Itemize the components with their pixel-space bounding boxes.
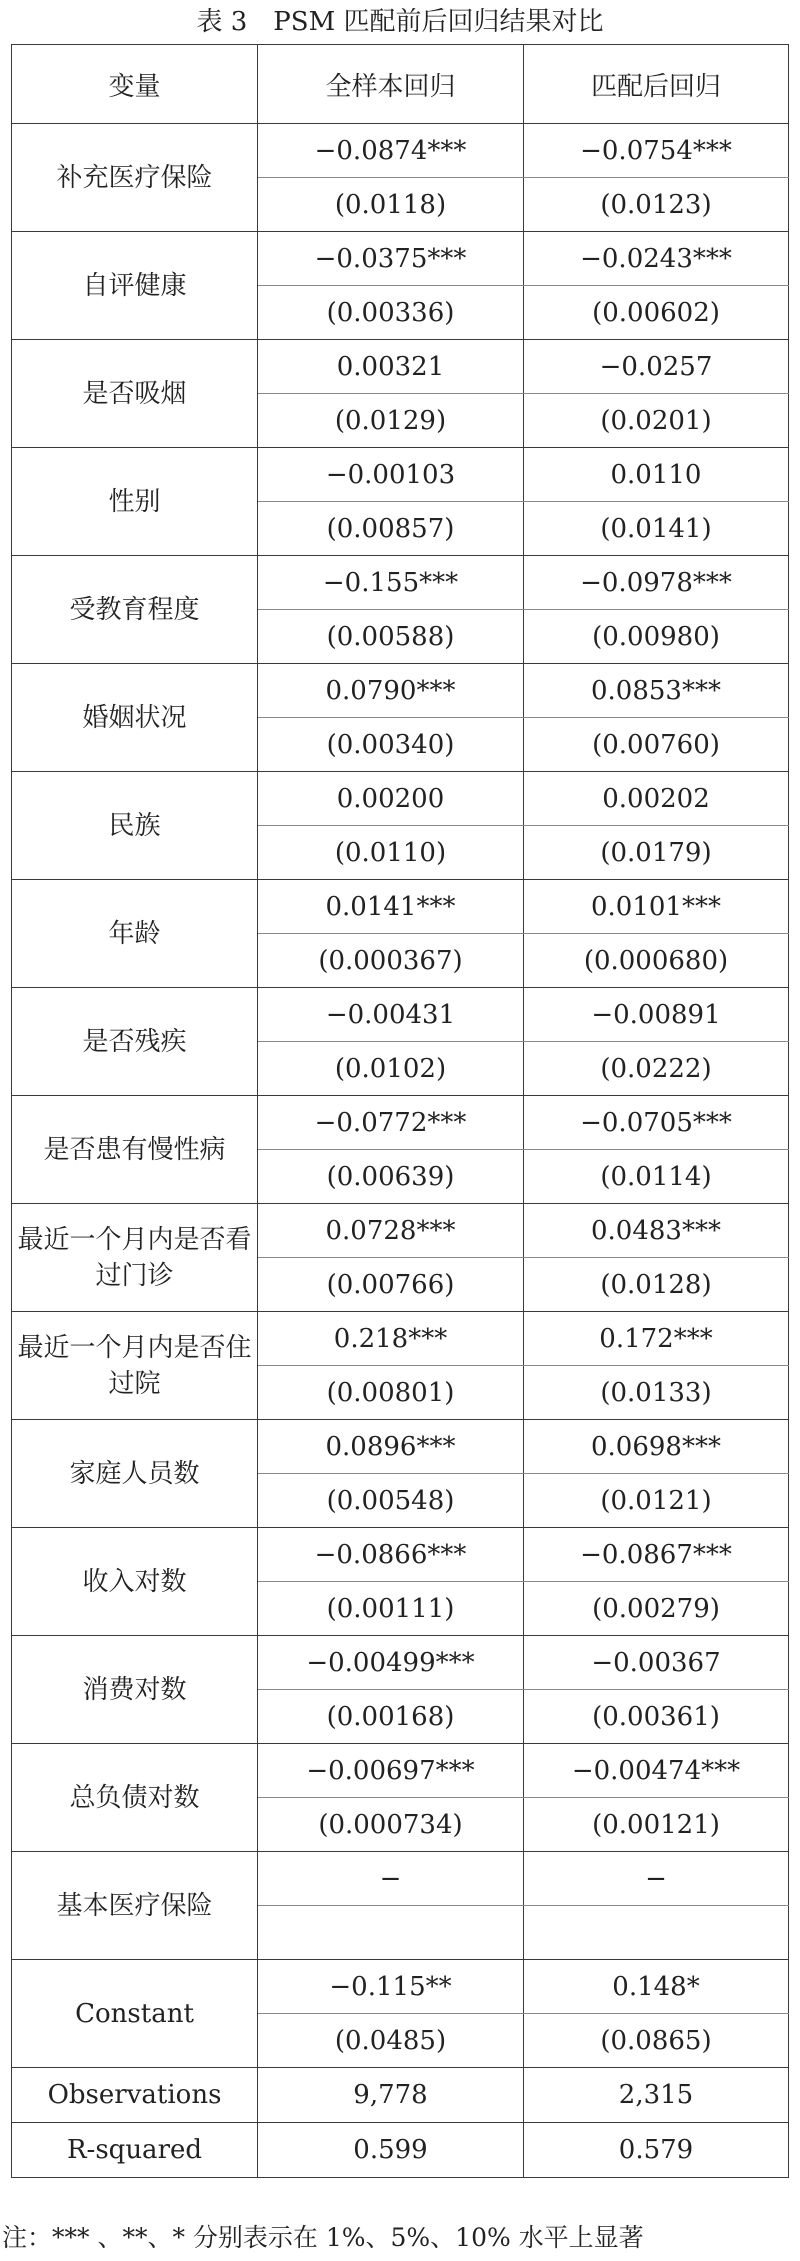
table-row-coefficient xyxy=(12,556,789,610)
full-sample-standard-error: (0.00766) xyxy=(258,1258,524,1312)
matched-standard-error: (0.0222) xyxy=(524,1042,789,1096)
full-sample-standard-error: (0.00639) xyxy=(258,1150,524,1204)
variable-name: 家庭人员数 xyxy=(12,1420,258,1528)
full-sample-coefficient: −0.00431 xyxy=(258,988,524,1042)
table-row-coefficient xyxy=(12,988,789,1042)
full-sample-coefficient: 0.00321 xyxy=(258,340,524,394)
header-row xyxy=(12,45,789,124)
header-full-sample: 全样本回归 xyxy=(258,45,524,124)
matched-standard-error: (0.0121) xyxy=(524,1474,789,1528)
matched-statistic: 0.579 xyxy=(524,2123,789,2178)
full-sample-standard-error: (0.00111) xyxy=(258,1582,524,1636)
table-row-coefficient xyxy=(12,1636,789,1690)
table-row-statistic xyxy=(12,2123,789,2178)
full-sample-coefficient: −0.0866*** xyxy=(258,1528,524,1582)
full-sample-coefficient: −0.00499*** xyxy=(258,1636,524,1690)
significance-note: 注：*** 、**、* 分别表示在 1%、5%、10% 水平上显著 xyxy=(2,2223,644,2252)
matched-coefficient: − xyxy=(524,1852,789,1906)
variable-name: 消费对数 xyxy=(12,1636,258,1744)
variable-name: 婚姻状况 xyxy=(12,664,258,772)
table-row-coefficient xyxy=(12,232,789,286)
variable-name: 补充医疗保险 xyxy=(12,124,258,232)
full-sample-standard-error: (0.0118) xyxy=(258,178,524,232)
header-variable: 变量 xyxy=(12,45,258,124)
variable-name: 受教育程度 xyxy=(12,556,258,664)
table-row-coefficient xyxy=(12,340,789,394)
table-row-coefficient xyxy=(12,124,789,178)
full-sample-coefficient: −0.155*** xyxy=(258,556,524,610)
table-row-coefficient xyxy=(12,1204,789,1258)
variable-name: 最近一个月内是否看过门诊 xyxy=(12,1204,258,1312)
matched-coefficient: 0.0110 xyxy=(524,448,789,502)
matched-coefficient: −0.00891 xyxy=(524,988,789,1042)
matched-coefficient: 0.0101*** xyxy=(524,880,789,934)
table-row-statistic xyxy=(12,2068,789,2123)
full-sample-standard-error: (0.00588) xyxy=(258,610,524,664)
full-sample-standard-error: (0.00336) xyxy=(258,286,524,340)
table-row-coefficient xyxy=(12,1528,789,1582)
statistic-name: Observations xyxy=(12,2068,258,2123)
full-sample-coefficient: −0.0772*** xyxy=(258,1096,524,1150)
variable-name: 总负债对数 xyxy=(12,1744,258,1852)
matched-standard-error: (0.0128) xyxy=(524,1258,789,1312)
matched-coefficient: 0.0483*** xyxy=(524,1204,789,1258)
table-row-coefficient xyxy=(12,772,789,826)
table-row-coefficient xyxy=(12,1852,789,1906)
variable-name: 年龄 xyxy=(12,880,258,988)
full-sample-standard-error: (0.00340) xyxy=(258,718,524,772)
matched-coefficient: −0.0867*** xyxy=(524,1528,789,1582)
full-sample-coefficient: −0.00103 xyxy=(258,448,524,502)
header-matched: 匹配后回归 xyxy=(524,45,789,124)
table-row-coefficient xyxy=(12,664,789,718)
table-row-coefficient xyxy=(12,1960,789,2014)
full-sample-standard-error: (0.00548) xyxy=(258,1474,524,1528)
matched-coefficient: −0.0705*** xyxy=(524,1096,789,1150)
matched-standard-error: (0.00279) xyxy=(524,1582,789,1636)
full-sample-coefficient: 0.218*** xyxy=(258,1312,524,1366)
variable-name: 是否患有慢性病 xyxy=(12,1096,258,1204)
variable-name: 是否残疾 xyxy=(12,988,258,1096)
full-sample-coefficient: − xyxy=(258,1852,524,1906)
matched-standard-error: (0.000680) xyxy=(524,934,789,988)
table-row-coefficient xyxy=(12,1744,789,1798)
full-sample-coefficient: −0.00697*** xyxy=(258,1744,524,1798)
full-sample-standard-error: (0.0102) xyxy=(258,1042,524,1096)
table-row-coefficient xyxy=(12,448,789,502)
full-sample-standard-error: (0.000734) xyxy=(258,1798,524,1852)
matched-coefficient: −0.0978*** xyxy=(524,556,789,610)
variable-name: 收入对数 xyxy=(12,1528,258,1636)
full-sample-statistic: 0.599 xyxy=(258,2123,524,2178)
full-sample-coefficient: 0.0896*** xyxy=(258,1420,524,1474)
matched-standard-error: (0.00760) xyxy=(524,718,789,772)
matched-coefficient: −0.0243*** xyxy=(524,232,789,286)
statistic-name: R-squared xyxy=(12,2123,258,2178)
full-sample-coefficient: 0.0728*** xyxy=(258,1204,524,1258)
table-row-coefficient xyxy=(12,880,789,934)
variable-name: 自评健康 xyxy=(12,232,258,340)
matched-standard-error: (0.0179) xyxy=(524,826,789,880)
table-row-coefficient xyxy=(12,1420,789,1474)
matched-standard-error: (0.0133) xyxy=(524,1366,789,1420)
matched-standard-error: (0.0141) xyxy=(524,502,789,556)
full-sample-standard-error: (0.0110) xyxy=(258,826,524,880)
matched-coefficient: 0.172*** xyxy=(524,1312,789,1366)
full-sample-statistic: 9,778 xyxy=(258,2068,524,2123)
matched-standard-error: (0.00121) xyxy=(524,1798,789,1852)
table-row-coefficient xyxy=(12,1312,789,1366)
full-sample-coefficient: 0.00200 xyxy=(258,772,524,826)
matched-coefficient: −0.0754*** xyxy=(524,124,789,178)
matched-statistic: 2,315 xyxy=(524,2068,789,2123)
matched-coefficient: 0.00202 xyxy=(524,772,789,826)
matched-standard-error: (0.00361) xyxy=(524,1690,789,1744)
matched-standard-error xyxy=(524,1906,789,1960)
matched-coefficient: −0.00367 xyxy=(524,1636,789,1690)
full-sample-coefficient: −0.0375*** xyxy=(258,232,524,286)
full-sample-standard-error: (0.000367) xyxy=(258,934,524,988)
full-sample-coefficient: −0.115** xyxy=(258,1960,524,2014)
variable-name: 民族 xyxy=(12,772,258,880)
full-sample-standard-error: (0.00168) xyxy=(258,1690,524,1744)
matched-coefficient: 0.0698*** xyxy=(524,1420,789,1474)
matched-coefficient: 0.0853*** xyxy=(524,664,789,718)
variable-name: 最近一个月内是否住过院 xyxy=(12,1312,258,1420)
matched-standard-error: (0.0114) xyxy=(524,1150,789,1204)
variable-name: 基本医疗保险 xyxy=(12,1852,258,1960)
matched-standard-error: (0.0123) xyxy=(524,178,789,232)
full-sample-standard-error: (0.0485) xyxy=(258,2014,524,2068)
regression-table-body xyxy=(12,45,789,2178)
regression-table xyxy=(11,44,789,2178)
table-row-coefficient xyxy=(12,1096,789,1150)
matched-coefficient: −0.00474*** xyxy=(524,1744,789,1798)
full-sample-coefficient: 0.0790*** xyxy=(258,664,524,718)
matched-standard-error: (0.0201) xyxy=(524,394,789,448)
table-caption: 表 3 PSM 匹配前后回归结果对比 xyxy=(196,7,604,37)
variable-name: 性别 xyxy=(12,448,258,556)
full-sample-standard-error: (0.00857) xyxy=(258,502,524,556)
full-sample-coefficient: −0.0874*** xyxy=(258,124,524,178)
full-sample-standard-error: (0.00801) xyxy=(258,1366,524,1420)
matched-coefficient: 0.148* xyxy=(524,1960,789,2014)
full-sample-coefficient: 0.0141*** xyxy=(258,880,524,934)
variable-name: Constant xyxy=(12,1960,258,2068)
matched-standard-error: (0.00602) xyxy=(524,286,789,340)
variable-name: 是否吸烟 xyxy=(12,340,258,448)
full-sample-standard-error: (0.0129) xyxy=(258,394,524,448)
full-sample-standard-error xyxy=(258,1906,524,1960)
matched-coefficient: −0.0257 xyxy=(524,340,789,394)
matched-standard-error: (0.00980) xyxy=(524,610,789,664)
matched-standard-error: (0.0865) xyxy=(524,2014,789,2068)
